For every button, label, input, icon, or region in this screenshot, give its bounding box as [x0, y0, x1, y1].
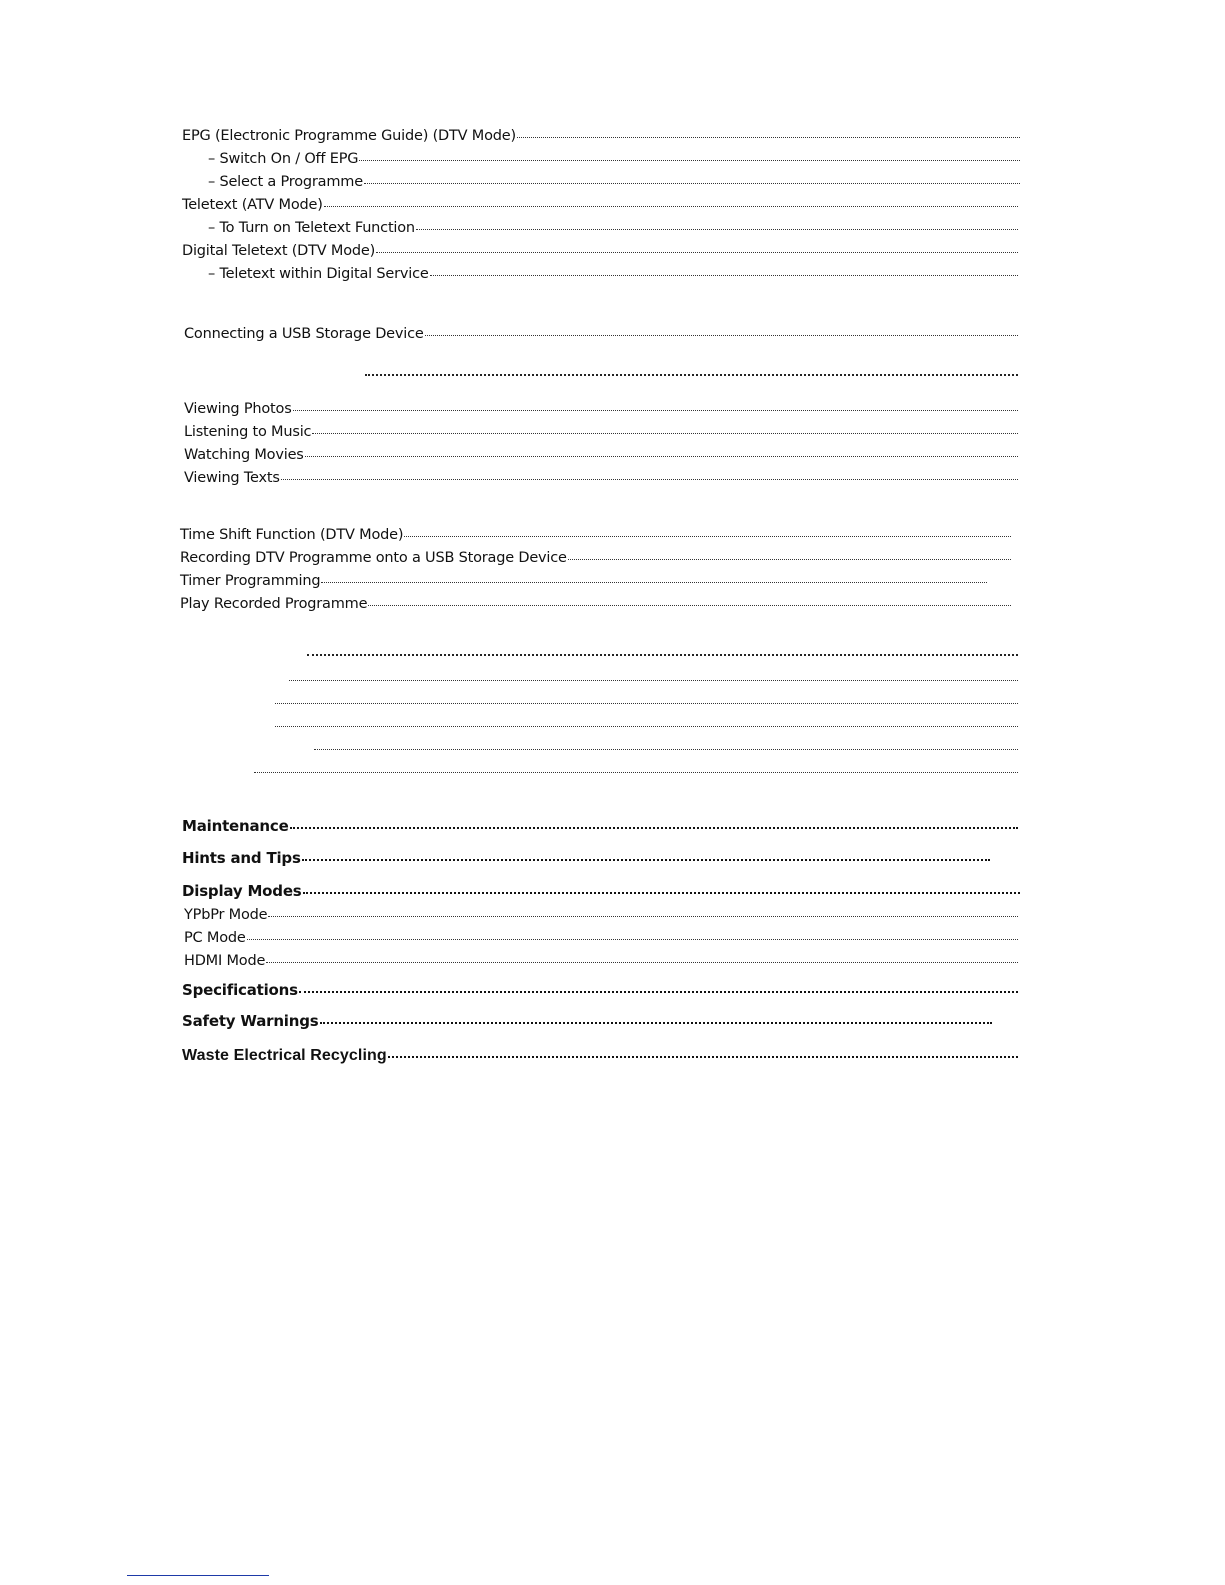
- toc-entry-usb-connect[interactable]: [184, 326, 1018, 342]
- dot-leader: [425, 335, 1018, 336]
- toc-label: Viewing Texts: [184, 470, 280, 486]
- toc-entry-hints-tips[interactable]: [182, 849, 990, 867]
- toc-label: Teletext (ATV Mode): [182, 197, 323, 213]
- dot-leader: [302, 859, 990, 861]
- toc-label: – Switch On / Off EPG: [208, 151, 359, 167]
- toc-entry-unlabeled: [288, 682, 1018, 683]
- dot-leader: [416, 229, 1018, 230]
- toc-entry-maintenance[interactable]: [182, 817, 1018, 835]
- dot-leader: [266, 962, 1018, 963]
- dot-leader: [517, 137, 1020, 138]
- toc-label: Recording DTV Programme onto a USB Storage Device: [180, 550, 567, 566]
- dot-leader: [275, 703, 1018, 704]
- toc-label: Waste Electrical Recycling: [182, 1047, 387, 1064]
- toc-entry-unlabeled: [306, 656, 1018, 658]
- toc-label: – Select a Programme: [208, 174, 363, 190]
- toc-entry-listening-music[interactable]: [184, 424, 1018, 440]
- toc-label: Timer Programming: [180, 573, 321, 589]
- toc-entry-viewing-photos[interactable]: [184, 401, 1018, 417]
- toc-label: Specifications: [182, 981, 298, 999]
- toc-label: – Teletext within Digital Service: [208, 266, 429, 282]
- dot-leader: [290, 827, 1018, 829]
- dot-leader: [364, 183, 1020, 184]
- dot-leader: [365, 374, 1018, 376]
- toc-label: Display Modes: [182, 882, 302, 900]
- toc-label: PC Mode: [184, 930, 246, 946]
- toc-entry-pc-mode[interactable]: [184, 930, 1018, 946]
- dot-leader: [368, 605, 1011, 606]
- toc-entry-play-recorded[interactable]: [180, 596, 1011, 612]
- dot-leader: [359, 160, 1020, 161]
- dot-leader: [324, 206, 1018, 207]
- dot-leader: [312, 433, 1018, 434]
- dot-leader: [268, 916, 1018, 917]
- dot-leader: [254, 772, 1018, 773]
- toc-label: Time Shift Function (DTV Mode): [180, 527, 404, 543]
- toc-label: Play Recorded Programme: [180, 596, 368, 612]
- toc-label: Viewing Photos: [184, 401, 292, 417]
- toc-label: Connecting a USB Storage Device: [184, 326, 424, 342]
- toc-label: Watching Movies: [184, 447, 304, 463]
- toc-entry-viewing-texts[interactable]: [184, 470, 1018, 486]
- toc-label: Digital Teletext (DTV Mode): [182, 243, 376, 259]
- toc-entry-teletext-atv[interactable]: [182, 197, 1018, 213]
- toc-label: Hints and Tips: [182, 849, 301, 867]
- toc-entry-watching-movies[interactable]: [184, 447, 1018, 463]
- dot-leader: [376, 252, 1018, 253]
- dot-leader: [299, 991, 1018, 993]
- dot-leader: [275, 726, 1018, 727]
- toc-entry-specifications[interactable]: [182, 981, 1018, 999]
- toc-label: – To Turn on Teletext Function: [208, 220, 415, 236]
- toc-label: Listening to Music: [184, 424, 312, 440]
- dot-leader: [293, 410, 1018, 411]
- dot-leader: [289, 680, 1018, 681]
- toc-entry-waste-recycling[interactable]: [182, 1047, 1018, 1065]
- toc-entry-unlabeled: [253, 774, 1018, 775]
- toc-entry-safety-warnings[interactable]: [182, 1012, 992, 1030]
- toc-entry-unlabeled: [274, 705, 1018, 706]
- dot-leader: [305, 456, 1018, 457]
- toc-label: EPG (Electronic Programme Guide) (DTV Mode): [182, 128, 516, 144]
- toc-entry-digital-teletext[interactable]: [182, 243, 1018, 259]
- dot-leader: [404, 536, 1011, 537]
- dot-leader: [320, 1022, 993, 1024]
- dot-leader: [388, 1056, 1018, 1058]
- toc-entry-time-shift[interactable]: [180, 527, 1011, 543]
- toc-entry-display-modes[interactable]: [182, 882, 1020, 900]
- toc-entry-timer-programming[interactable]: [180, 573, 987, 589]
- toc-entry-teletext-turn-on[interactable]: [208, 220, 1018, 236]
- toc-label: Maintenance: [182, 817, 289, 835]
- toc-entry-unlabeled: [313, 751, 1018, 752]
- dot-leader: [307, 654, 1018, 656]
- toc-label: HDMI Mode: [184, 953, 266, 969]
- toc-label: Safety Warnings: [182, 1012, 319, 1030]
- toc-entry-ypbpr-mode[interactable]: [184, 907, 1018, 923]
- toc-entry-unlabeled: [274, 728, 1018, 729]
- toc-label: YPbPr Mode: [184, 907, 268, 923]
- dot-leader: [568, 559, 1011, 560]
- dot-leader: [281, 479, 1018, 480]
- toc-entry-hdmi-mode[interactable]: [184, 953, 1018, 969]
- dot-leader: [303, 892, 1020, 894]
- dot-leader: [314, 749, 1018, 750]
- toc-entry-recording-dtv[interactable]: [180, 550, 1011, 566]
- toc-entry-epg-select[interactable]: [208, 174, 1020, 190]
- toc-entry-epg[interactable]: [182, 128, 1020, 144]
- dot-leader: [247, 939, 1018, 940]
- dot-leader: [430, 275, 1018, 276]
- toc-entry-unlabeled: [364, 376, 1018, 378]
- footer-rule: [127, 1575, 269, 1576]
- toc-entry-teletext-digital-service[interactable]: [208, 266, 1018, 282]
- toc-entry-epg-switch[interactable]: [208, 151, 1020, 167]
- dot-leader: [321, 582, 987, 583]
